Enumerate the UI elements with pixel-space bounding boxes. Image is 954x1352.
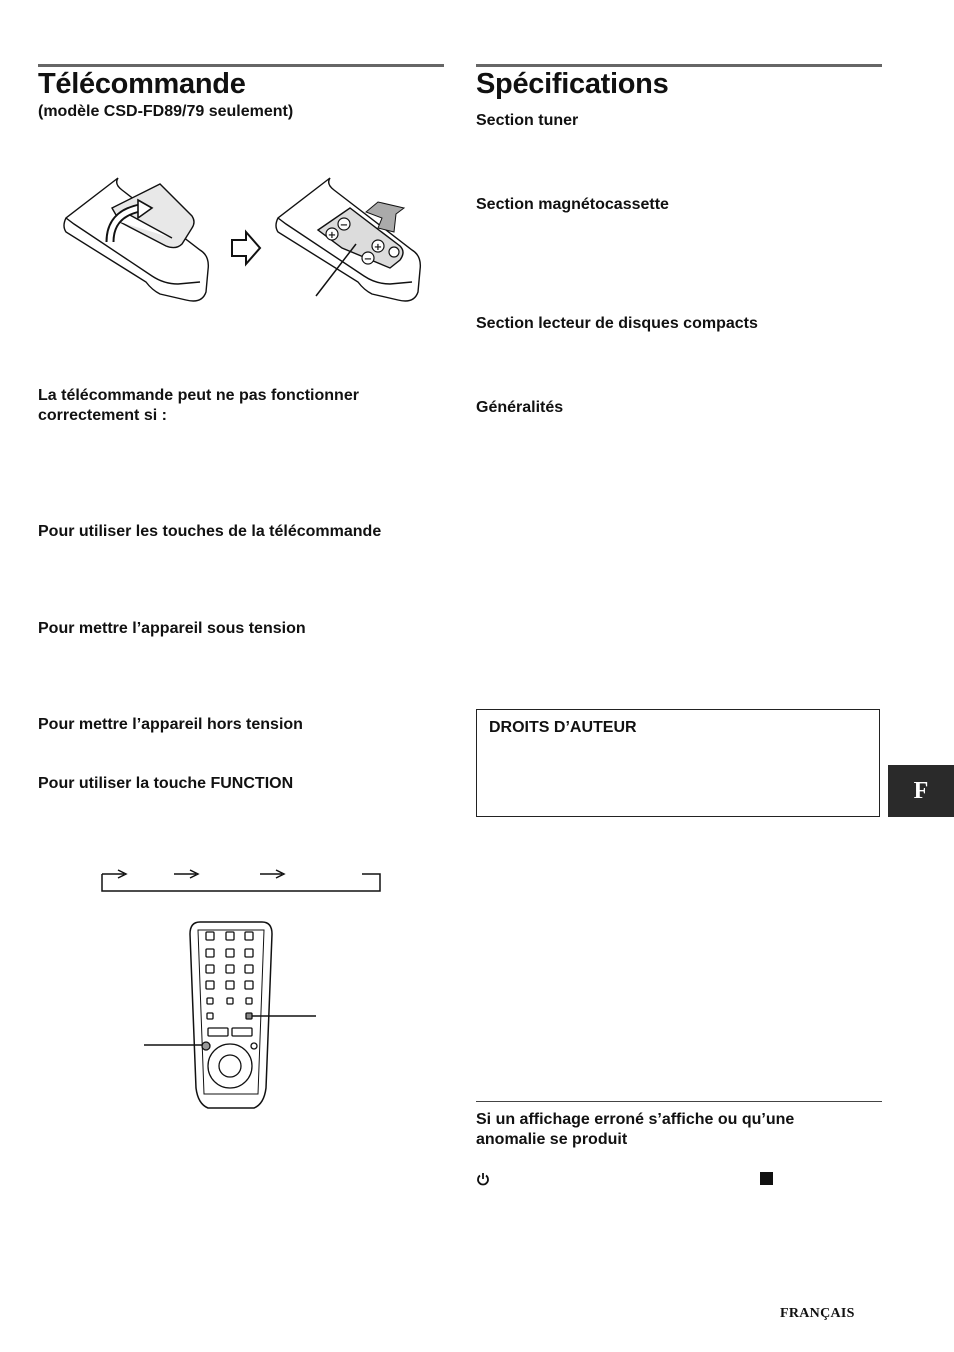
heading-power-on: Pour mettre l’appareil sous tension [38, 620, 306, 637]
power-icon [476, 1172, 490, 1186]
function-cycle-diagram [96, 860, 386, 896]
section-cd-player: Section lecteur de disques compacts [476, 315, 758, 332]
model-note: (modèle CSD-FD89/79 seulement) [38, 103, 294, 120]
page-title-specs: Spécifications [476, 68, 669, 100]
battery-insertion-illustration [60, 172, 430, 304]
outline-arrow-icon [232, 232, 260, 264]
svg-text:+: + [327, 230, 337, 241]
section-general: Généralités [476, 399, 564, 416]
heading-using-buttons: Pour utiliser les touches de la télécommande [38, 523, 382, 540]
copyright-box [476, 709, 880, 817]
heading-power-off: Pour mettre l’appareil hors tension [38, 716, 303, 733]
heading-error-display: Si un affichage erroné s’affiche ou qu’une anomalie se produit [476, 1111, 795, 1148]
svg-text:−: − [339, 220, 349, 231]
error-section-rule [476, 1101, 882, 1102]
remote-control-illustration [140, 918, 320, 1126]
section-tape-deck: Section magnétocassette [476, 196, 669, 213]
left-title-rule [38, 64, 444, 67]
copyright-title: DROITS D’AUTEUR [489, 719, 637, 736]
right-title-rule [476, 64, 882, 67]
section-tuner: Section tuner [476, 112, 579, 129]
stop-icon [760, 1172, 773, 1185]
heading-function-button: Pour utiliser la touche FUNCTION [38, 775, 294, 792]
svg-text:−: − [363, 254, 373, 265]
language-tab: F [888, 765, 954, 817]
svg-text:+: + [373, 242, 383, 253]
page-title-remote: Télécommande [38, 68, 246, 100]
heading-malfunction: La télécommande peut ne pas fonctionner correctement si : [38, 387, 359, 424]
footer-language: FRANÇAIS [780, 1306, 855, 1321]
